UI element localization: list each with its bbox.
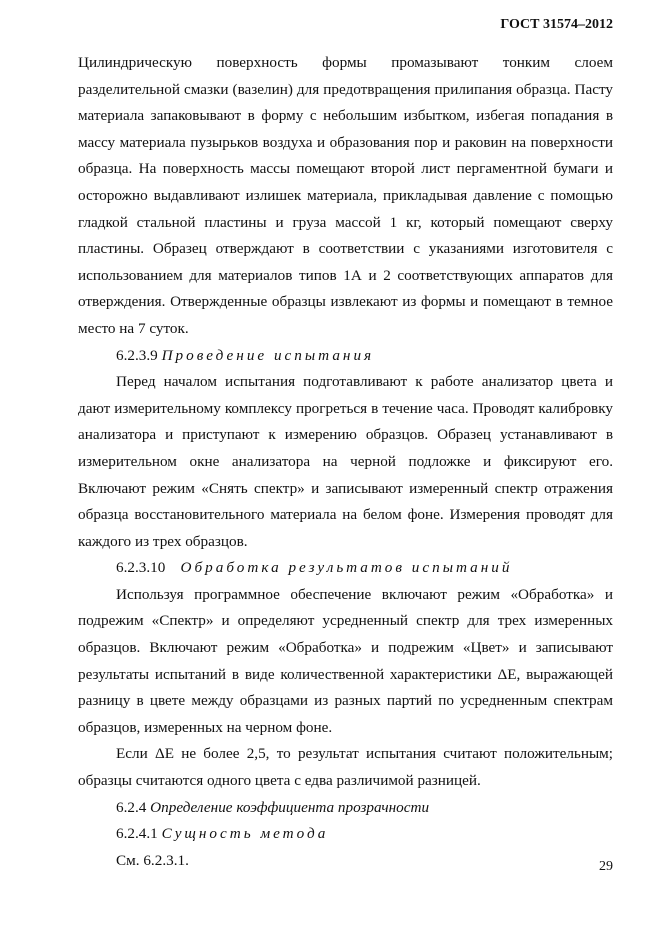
page-number: 29 bbox=[599, 859, 613, 874]
section-heading-6-2-3-9 bbox=[78, 343, 613, 370]
paragraph-reference: См. 6.2.3.1. bbox=[116, 851, 189, 869]
page-header: ГОСТ 31574–2012 bbox=[500, 17, 613, 32]
section-number: 6.2.4 bbox=[116, 798, 147, 816]
section-title: Обработка результатов испытаний bbox=[180, 559, 513, 577]
section-title: Проведение испытания bbox=[161, 346, 375, 364]
section-title: Определение коэффициента прозрачности bbox=[150, 798, 430, 816]
section-heading-6-2-4 bbox=[78, 795, 613, 822]
section-number: 6.2.3.10 bbox=[116, 559, 166, 577]
section-title: Сущность метода bbox=[161, 825, 329, 843]
section-heading-6-2-4-1 bbox=[78, 821, 613, 848]
section-heading-6-2-3-10 bbox=[78, 555, 613, 582]
paragraph-test-procedure: Перед началом испытания подготавливают к работе анализатор цвета и дают измерительному комплексу прогреться в течение часа. Проводят калибровку анализатора и приступают к измерению образцов. Образец устанавливают в измерительном окне анализатора на черной подложке и фиксируют его. Включают режим «Снять спектр» и записывают измеренный спектр отражения образца восстановительного материала на белом фоне. Измерения проводят для каждого из трех образцов. bbox=[78, 373, 613, 550]
document-body bbox=[78, 50, 613, 874]
paragraph-sample-preparation: Цилиндрическую поверхность формы промазывают тонким слоем разделительной смазки (вазелин) для предотвращения прилипания образца. Пасту материала запаковывают в форму с небольшим избытком, избегая попадания в массу материала пузырьков воздуха и образования пор и раковин на поверхности образца. На поверхность массы помещают второй лист пергаментной бумаги и осторожно выдавливают излишек материала, прикладывая давление с помощью гладкой стальной пластины и груза массой 1 кг, который помещают сверху пластины. Образец отверждают в соответствии с указаниями изготовителя с использованием для материалов типов 1А и 2 соответствующих аппаратов для отверждения. Отвержденные образцы извлекают из формы и помещают в темное место на 7 суток. bbox=[78, 54, 613, 337]
paragraph-result-criterion: Если ΔE не более 2,5, то результат испытания считают положительным; образцы считаются одного цвета с едва различимой разницей. bbox=[78, 745, 613, 790]
section-number: 6.2.3.9 bbox=[116, 346, 158, 364]
paragraph-results-processing: Используя программное обеспечение включают режим «Обработка» и подрежим «Спектр» и определяют усредненный спектр для трех измеренных образцов. Включают режим «Обработка» и подрежим «Цвет» и записывают результаты испытаний в виде количественной характеристики ΔE, выражающей разницу в цвете между образцами из разных партий по усредненным спектрам образцов, измеренных на черном фоне. bbox=[78, 585, 613, 736]
section-number: 6.2.4.1 bbox=[116, 825, 158, 843]
